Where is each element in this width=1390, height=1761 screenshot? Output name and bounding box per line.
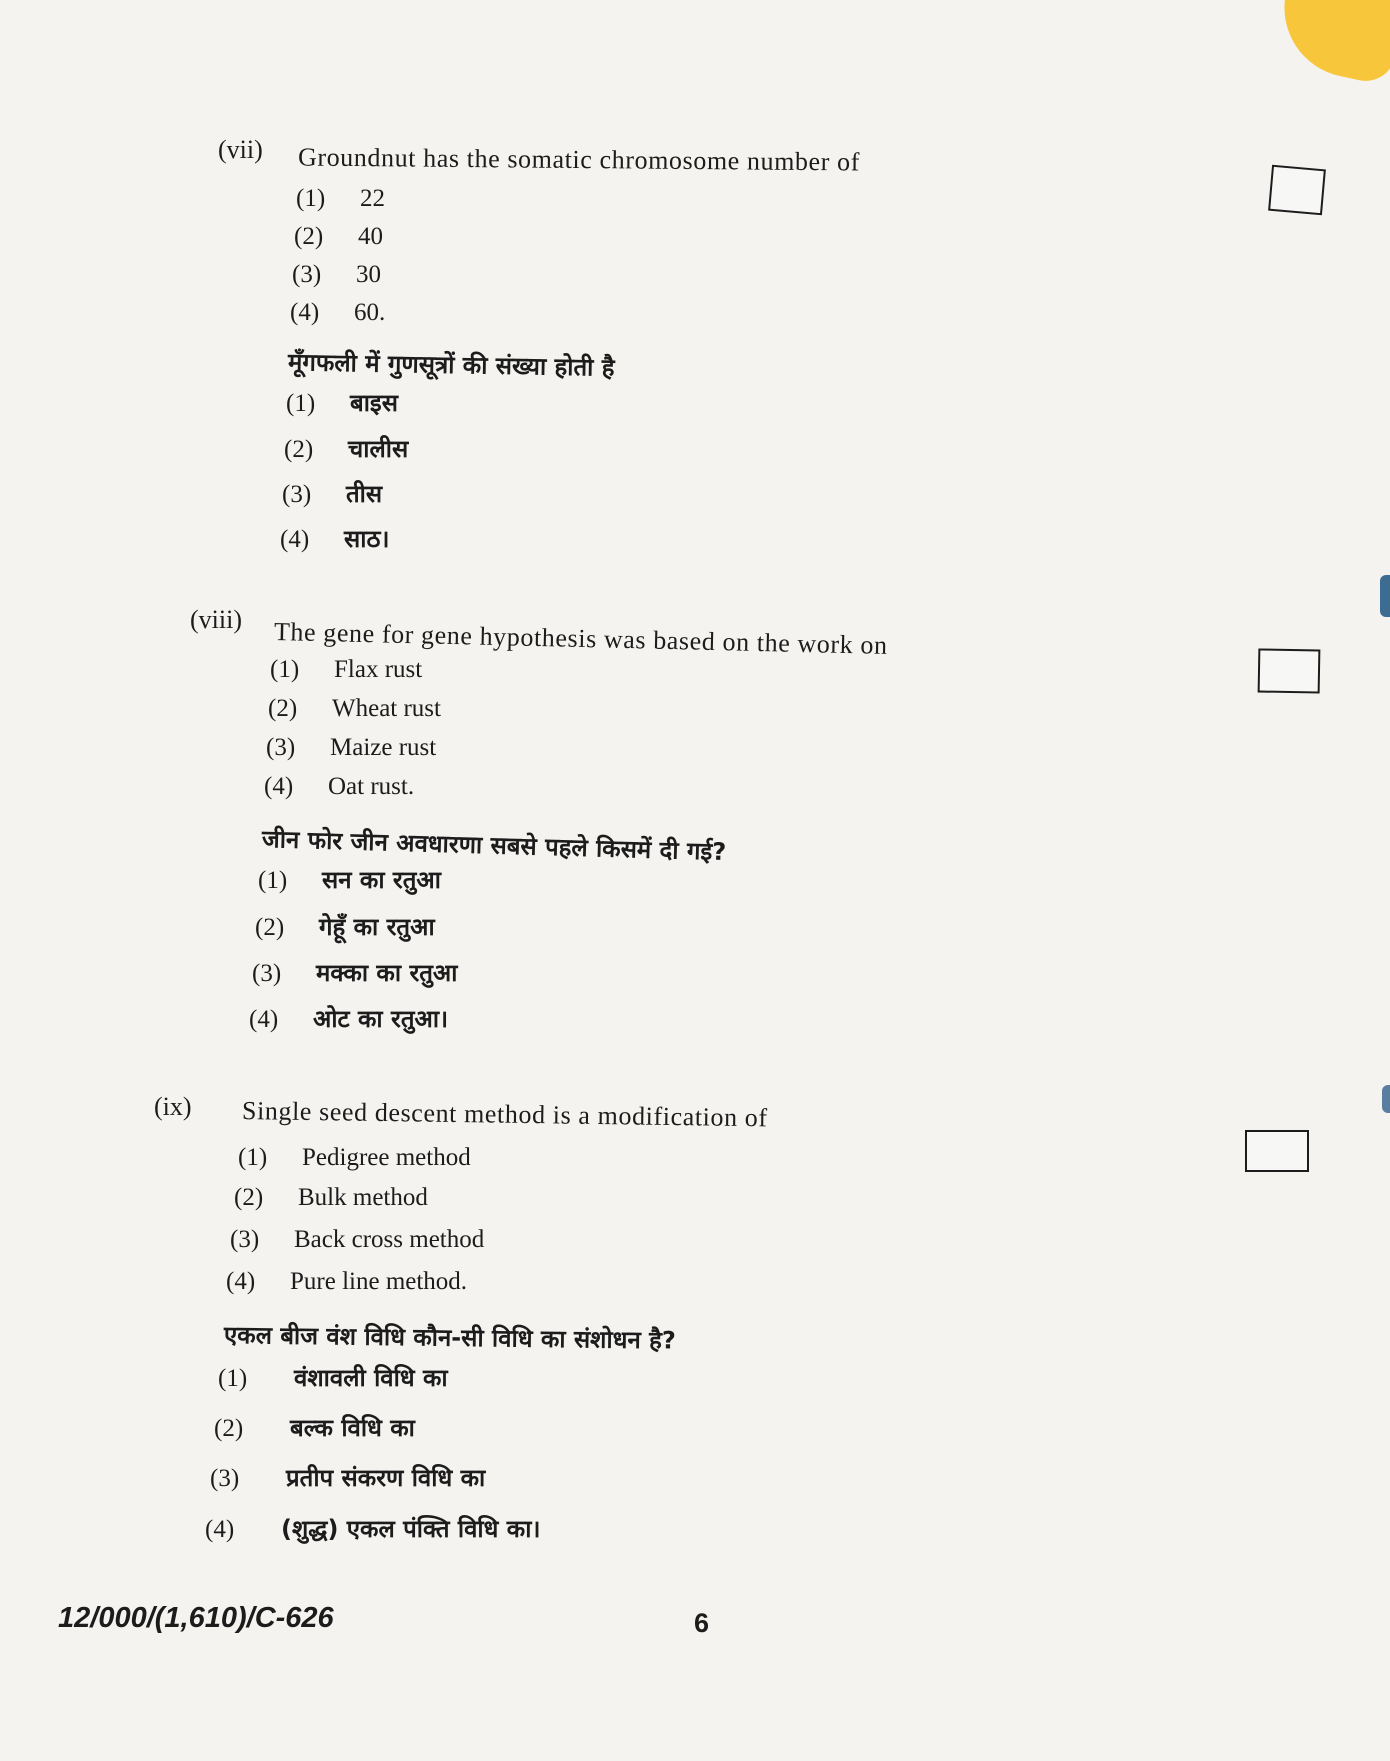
question-text-hindi: जीन फोर जीन अवधारणा सबसे पहले किसमें दी गई? (261, 825, 727, 866)
question-text-hindi: एकल बीज वंश विधि कौन-सी विधि का संशोधन है? (223, 1321, 676, 1355)
option-2-hindi: (2) गेहूँ का रतुआ (255, 913, 435, 941)
option-4: (4) Pure line method. (226, 1268, 468, 1295)
option-2-hindi: (2) चालीस (284, 435, 409, 463)
option-3-hindi: (3) प्रतीप संकरण विधि का (210, 1464, 486, 1492)
option-4: (4) 60. (290, 299, 386, 326)
option-3: (3) Back cross method (230, 1226, 485, 1253)
option-1: (1) 22 (296, 185, 385, 212)
question-text: Single seed descent method is a modification of (241, 1096, 768, 1133)
option-4-hindi: (4) (शुद्ध) एकल पंक्ति विधि का। (205, 1515, 541, 1543)
option-1-hindi: (1) बाइस (286, 389, 398, 417)
question-number: (vii) (218, 135, 263, 164)
option-3: (3) Maize rust (266, 734, 437, 761)
answer-box[interactable] (1268, 165, 1326, 216)
question-number: (viii) (190, 605, 242, 634)
page-number: 6 (694, 1608, 710, 1638)
answer-box[interactable] (1258, 648, 1321, 693)
edge-tab-decoration (1382, 1085, 1390, 1113)
question-text-hindi: मूँगफली में गुणसूत्रों की संख्या होती है (287, 348, 615, 382)
option-3-hindi: (3) मक्का का रतुआ (252, 959, 458, 987)
option-1-hindi: (1) सन का रतुआ (258, 866, 441, 894)
edge-tab-decoration (1380, 575, 1390, 617)
option-4-hindi: (4) साठ। (280, 525, 390, 553)
yellow-sticker-decoration (1271, 0, 1390, 86)
answer-box[interactable] (1245, 1130, 1309, 1172)
option-3: (3) 30 (292, 261, 381, 288)
option-4-hindi: (4) ओट का रतुआ। (249, 1005, 449, 1033)
question-text: Groundnut has the somatic chromosome number of (297, 142, 861, 177)
option-2: (2) Wheat rust (268, 695, 441, 722)
option-3-hindi: (3) तीस (282, 480, 383, 508)
option-2: (2) Bulk method (234, 1184, 428, 1211)
option-2-hindi: (2) बल्क विधि का (214, 1414, 415, 1442)
option-2: (2) 40 (294, 223, 383, 250)
option-1-hindi: (1) वंशावली विधि का (218, 1364, 448, 1392)
option-4: (4) Oat rust. (264, 773, 415, 800)
option-1: (1) Pedigree method (238, 1144, 471, 1171)
question-number: (ix) (154, 1092, 192, 1121)
option-1: (1) Flax rust (270, 656, 423, 683)
paper-code: 12/000/(1,610)/C-626 (58, 1602, 334, 1634)
question-text: The gene for gene hypothesis was based on the work on (273, 617, 888, 660)
